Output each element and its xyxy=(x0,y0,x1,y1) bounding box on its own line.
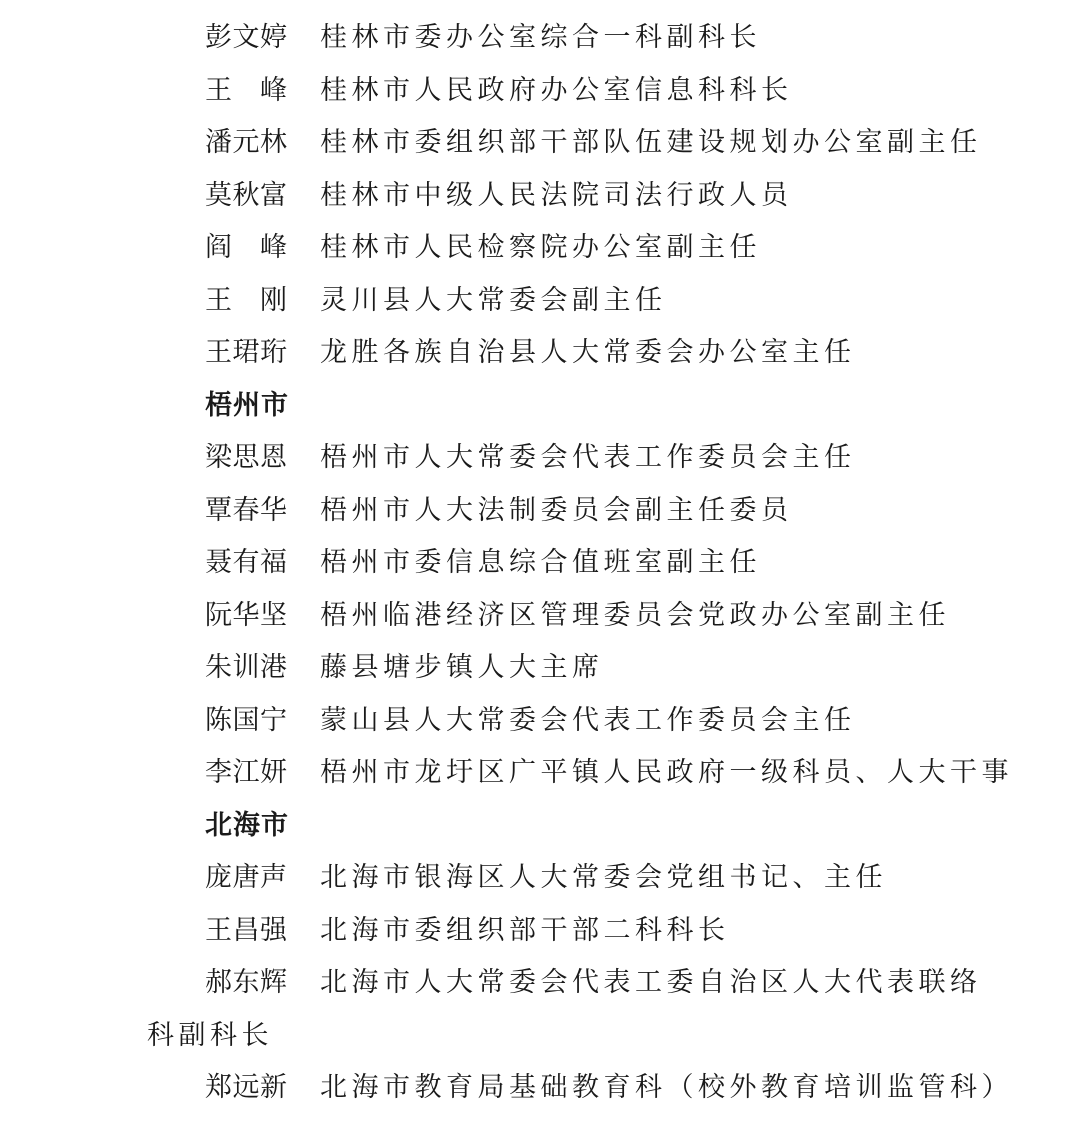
person-name: 王 刚 xyxy=(205,284,288,316)
list-item-wanggang xyxy=(0,275,1080,328)
person-name: 阮华坚 xyxy=(205,599,288,631)
person-name: 阎 峰 xyxy=(205,232,288,263)
list-item-yanfeng xyxy=(0,222,1080,275)
list-item-ruanhuajian xyxy=(0,590,1080,643)
list-item-zhengyuanxin xyxy=(0,1062,1080,1115)
list-item-pengwenting xyxy=(0,12,1080,65)
person-title: 龙胜各族自治县人大常委会办公室主任 xyxy=(320,337,856,368)
person-title: 桂林市委办公室综合一科副科长 xyxy=(320,22,761,53)
person-title: 蒙山县人大常委会代表工作委员会主任 xyxy=(320,704,856,736)
section-title: 北海市 xyxy=(205,809,289,841)
person-title: 北海市委组织部干部二科科长 xyxy=(320,914,730,946)
list-item-haodonghui xyxy=(0,957,1080,1010)
list-item-pangtangsheng xyxy=(0,852,1080,905)
person-title: 梧州临港经济区管理委员会党政办公室副主任 xyxy=(320,599,950,631)
person-name: 郑远新 xyxy=(205,1072,288,1103)
person-title: 梧州市人大常委会代表工作委员会主任 xyxy=(320,442,856,473)
person-name: 李江妍 xyxy=(205,757,288,788)
person-title: 桂林市人民检察院办公室副主任 xyxy=(320,232,761,263)
person-name: 潘元林 xyxy=(205,127,288,158)
list-item-wangfeng xyxy=(0,65,1080,118)
list-item-liangsien xyxy=(0,432,1080,485)
person-title: 桂林市委组织部干部队伍建设规划办公室副主任 xyxy=(320,127,982,158)
person-title: 北海市银海区人大常委会党组书记、主任 xyxy=(320,862,887,893)
list-item-wangchangqiang xyxy=(0,905,1080,958)
list-item-moqiufu xyxy=(0,170,1080,223)
list-item-nieyoufu xyxy=(0,537,1080,590)
person-title: 北海市教育局基础教育科（校外教育培训监管科） xyxy=(320,1072,1013,1103)
person-name: 梁思恩 xyxy=(205,442,288,473)
person-title: 桂林市人民政府办公室信息科科长 xyxy=(320,74,793,106)
person-name: 彭文婷 xyxy=(205,22,288,53)
section-heading-beihai xyxy=(0,800,1080,853)
person-title: 藤县塘步镇人大主席 xyxy=(320,652,604,683)
section-title: 梧州市 xyxy=(205,389,289,421)
list-item-lijiangyan xyxy=(0,747,1080,800)
section-heading-wuzhou xyxy=(0,380,1080,433)
list-item-zhuxungang xyxy=(0,642,1080,695)
list-item-chenguoning xyxy=(0,695,1080,748)
person-name: 郝东辉 xyxy=(205,967,288,998)
person-title-continuation: 科副科长 xyxy=(147,1019,273,1051)
person-name: 王昌强 xyxy=(205,914,288,946)
person-title: 梧州市龙圩区广平镇人民政府一级科员、人大干事 xyxy=(320,757,1013,788)
person-name: 陈国宁 xyxy=(205,704,288,736)
person-name: 聂有福 xyxy=(205,547,288,578)
person-name: 王 峰 xyxy=(205,74,288,106)
person-name: 庞唐声 xyxy=(205,862,288,893)
person-name: 朱训港 xyxy=(205,652,288,683)
person-title: 桂林市中级人民法院司法行政人员 xyxy=(320,179,793,211)
person-name: 莫秋富 xyxy=(205,179,288,211)
person-title: 北海市人大常委会代表工委自治区人大代表联络 xyxy=(320,967,982,998)
name-list-document xyxy=(0,12,1080,1115)
person-title: 梧州市人大法制委员会副主任委员 xyxy=(320,494,793,526)
list-item-panyuanlin xyxy=(0,117,1080,170)
person-title: 灵川县人大常委会副主任 xyxy=(320,284,667,316)
person-name: 覃春华 xyxy=(205,494,288,526)
person-title: 梧州市委信息综合值班室副主任 xyxy=(320,547,761,578)
list-item-wangjunheng xyxy=(0,327,1080,380)
person-name: 王珺珩 xyxy=(205,337,288,368)
list-item-tanchunhua xyxy=(0,485,1080,538)
list-item-continuation xyxy=(0,1010,1080,1063)
